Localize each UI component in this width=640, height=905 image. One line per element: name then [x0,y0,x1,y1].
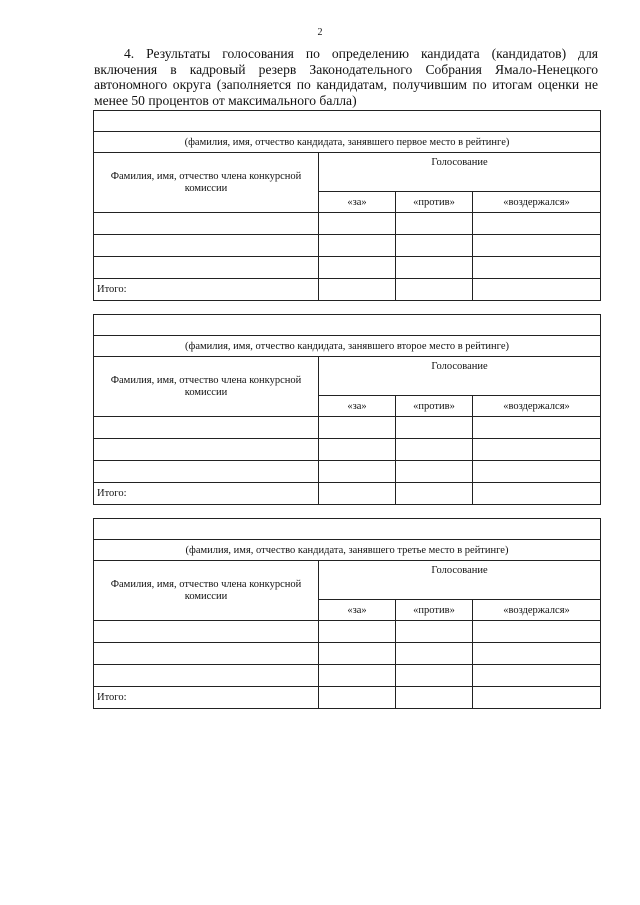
member-name-cell[interactable] [94,439,319,461]
table-row [94,439,601,461]
total-row [94,687,601,709]
total-label: Итого: [94,279,319,301]
vote-against-cell[interactable] [396,417,473,439]
vote-abstained-header: «воздержался» [473,192,601,213]
candidate-caption: (фамилия, имя, отчество кандидата, занявшего второе место в рейтинге) [94,336,601,357]
vote-abstained-cell[interactable] [473,235,601,257]
vote-abstained-cell[interactable] [473,643,601,665]
vote-for-header: «за» [319,396,396,417]
voting-table-third-place [93,518,601,709]
vote-against-header: «против» [396,396,473,417]
vote-abstained-header: «воздержался» [473,396,601,417]
vote-abstained-cell[interactable] [473,621,601,643]
vote-against-cell[interactable] [396,213,473,235]
member-name-cell[interactable] [94,235,319,257]
vote-column-header: Голосование [319,561,601,600]
page-number: 2 [317,27,323,38]
table-row [94,213,601,235]
vote-abstained-cell[interactable] [473,213,601,235]
vote-for-cell[interactable] [319,439,396,461]
vote-against-cell[interactable] [396,461,473,483]
voting-table-second-place [93,314,601,505]
candidate-name-field[interactable] [94,519,601,540]
total-for-cell[interactable] [319,687,396,709]
vote-for-cell[interactable] [319,235,396,257]
section-4-intro [94,46,598,108]
vote-against-cell[interactable] [396,235,473,257]
vote-against-cell[interactable] [396,439,473,461]
vote-against-cell[interactable] [396,665,473,687]
member-column-header: Фамилия, имя, отчество члена конкурсной комиссии [94,357,319,417]
total-label: Итого: [94,483,319,505]
vote-for-cell[interactable] [319,257,396,279]
member-name-cell[interactable] [94,417,319,439]
member-name-cell[interactable] [94,213,319,235]
vote-for-cell[interactable] [319,643,396,665]
vote-column-header: Голосование [319,357,601,396]
total-against-cell[interactable] [396,279,473,301]
vote-for-cell[interactable] [319,213,396,235]
vote-abstained-cell[interactable] [473,665,601,687]
candidate-caption: (фамилия, имя, отчество кандидата, занявшего первое место в рейтинге) [94,132,601,153]
total-row [94,483,601,505]
member-name-cell[interactable] [94,461,319,483]
vote-for-cell[interactable] [319,665,396,687]
total-row [94,279,601,301]
vote-abstained-cell[interactable] [473,461,601,483]
table-row [94,257,601,279]
candidate-name-field[interactable] [94,315,601,336]
table-row [94,643,601,665]
vote-against-header: «против» [396,600,473,621]
vote-for-cell[interactable] [319,461,396,483]
vote-against-header: «против» [396,192,473,213]
total-abstained-cell[interactable] [473,483,601,505]
vote-column-header: Голосование [319,153,601,192]
vote-against-cell[interactable] [396,257,473,279]
member-name-cell[interactable] [94,643,319,665]
vote-abstained-cell[interactable] [473,439,601,461]
vote-for-header: «за» [319,600,396,621]
total-for-cell[interactable] [319,483,396,505]
member-name-cell[interactable] [94,257,319,279]
member-column-header: Фамилия, имя, отчество члена конкурсной комиссии [94,561,319,621]
vote-abstained-header: «воздержался» [473,600,601,621]
total-label: Итого: [94,687,319,709]
table-row [94,417,601,439]
table-row [94,235,601,257]
table-row [94,665,601,687]
table-row [94,621,601,643]
candidate-name-field[interactable] [94,111,601,132]
vote-for-cell[interactable] [319,621,396,643]
vote-abstained-cell[interactable] [473,257,601,279]
total-abstained-cell[interactable] [473,279,601,301]
voting-table-first-place [93,110,601,301]
total-against-cell[interactable] [396,483,473,505]
total-abstained-cell[interactable] [473,687,601,709]
section-4-intro-text: 4. Результаты голосования по определению кандидата (кандидатов) для включения в кадровый резерв Законодательного Собрания Ямало-Ненецкого автономного округа (заполняется по кандидатам, получившим по итогам оценки не менее 50 процентов от максимального балла) [94,46,598,108]
vote-for-cell[interactable] [319,417,396,439]
vote-abstained-cell[interactable] [473,417,601,439]
vote-against-cell[interactable] [396,621,473,643]
total-for-cell[interactable] [319,279,396,301]
member-column-header: Фамилия, имя, отчество члена конкурсной комиссии [94,153,319,213]
total-against-cell[interactable] [396,687,473,709]
candidate-caption: (фамилия, имя, отчество кандидата, занявшего третье место в рейтинге) [94,540,601,561]
table-row [94,461,601,483]
member-name-cell[interactable] [94,621,319,643]
member-name-cell[interactable] [94,665,319,687]
vote-against-cell[interactable] [396,643,473,665]
vote-for-header: «за» [319,192,396,213]
